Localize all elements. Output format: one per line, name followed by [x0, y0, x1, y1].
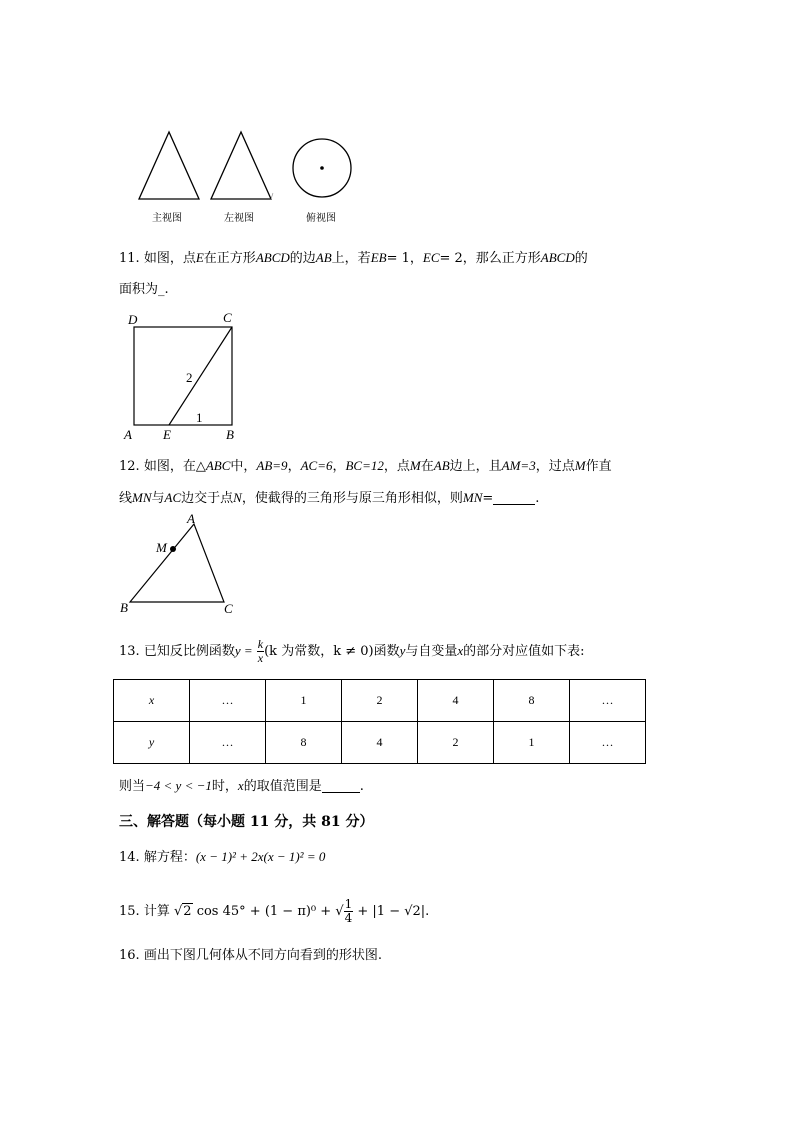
table-cell: … — [570, 680, 646, 722]
table-cell: 2 — [418, 722, 494, 764]
label-E: E — [163, 427, 171, 442]
label-len-ec: 2 — [186, 370, 193, 385]
table-cell: 4 — [342, 722, 418, 764]
top-view-label: 俯视图 — [306, 213, 336, 224]
table-cell: … — [190, 722, 266, 764]
q12-line2: 线MN与AC边交于点N，使截得的三角形与原三角形相似，则MN= . — [119, 490, 540, 506]
label-C: C — [223, 310, 232, 325]
label-D: D — [128, 312, 138, 327]
sqrt-2: √2 — [173, 904, 192, 919]
square-abcd — [134, 327, 232, 425]
q12-answer-blank — [493, 490, 535, 505]
table-cell: 8 — [266, 722, 342, 764]
q13-number: 13. — [119, 644, 140, 659]
q14-number: 14. — [119, 850, 140, 865]
left-view-label: 左视图 — [224, 213, 254, 224]
q13-after-table: 则当−4 < y < −1时，x的取值范围是 . — [119, 778, 364, 794]
table-cell: x — [114, 680, 190, 722]
q14-equation: (x − 1)² + 2x(x − 1)² = 0 — [195, 849, 326, 864]
table-cell: y — [114, 722, 190, 764]
table-cell: 1 — [266, 680, 342, 722]
label-A: A — [124, 427, 132, 442]
q11-square-figure — [120, 308, 250, 448]
q12-line1: 12. 如图，在△ABC中，AB=9，AC=6，BC=12，点M在AB边上，且AM=3，过点M作直 — [119, 458, 612, 474]
q14-line: 14. 解方程：(x − 1)² + 2x(x − 1)² = 0 — [119, 849, 326, 865]
q15-line: 15. 计算 √2 cos 45° + (1 − π)⁰ + √ $\frac{1}{4}$ + |1 − √2|. — [119, 897, 430, 925]
left-view-triangle — [211, 132, 271, 199]
q11-line1: 11. 如图，点E在正方形ABCD的边AB上，若EB= 1，EC= 2，那么正方形ABCD的 — [119, 250, 588, 266]
table-cell: 2 — [342, 680, 418, 722]
label-M: M — [156, 540, 167, 555]
q11-line2: 面积为_. — [119, 282, 169, 297]
top-view-center-dot — [320, 166, 324, 170]
table-cell: 8 — [494, 680, 570, 722]
q11-number: 11. — [119, 251, 140, 266]
label-A: A — [187, 512, 195, 526]
table-cell: 1 — [494, 722, 570, 764]
label-B: B — [120, 600, 128, 615]
q13-value-table — [113, 679, 646, 764]
triangle-abc — [130, 524, 224, 602]
table-cell: … — [190, 680, 266, 722]
table-row — [114, 722, 646, 764]
front-view-triangle — [139, 132, 199, 199]
table-cell: 4 — [418, 680, 494, 722]
front-view-label: 主视图 — [152, 213, 182, 224]
label-B: B — [226, 427, 234, 442]
q12-number: 12. — [119, 459, 140, 474]
q15-number: 15. — [119, 904, 140, 919]
table-row — [114, 680, 646, 722]
table-cell: … — [570, 722, 646, 764]
q13-answer-blank — [322, 778, 360, 793]
point-m — [170, 546, 176, 552]
q13-line1: 13. 已知反比例函数y = $\frac{k}{x}$ (k 为常数，k ≠ 0)函数y与自变量x的部分对应值如下表: — [119, 637, 585, 665]
section-heading: 三、解答题（每小题 11 分，共 81 分） — [119, 814, 374, 830]
q16-number: 16. — [119, 948, 140, 963]
q13-fraction-k-over-x: $\frac{k}{x}$ — [257, 637, 264, 665]
label-len-eb: 1 — [196, 410, 203, 425]
label-C: C — [224, 601, 233, 616]
q16-line: 16. 画出下图几何体从不同方向看到的形状图. — [119, 948, 382, 963]
q12-triangle-figure — [116, 512, 246, 618]
sqrt-one-quarter: √ $\frac{1}{4}$ — [335, 897, 353, 925]
